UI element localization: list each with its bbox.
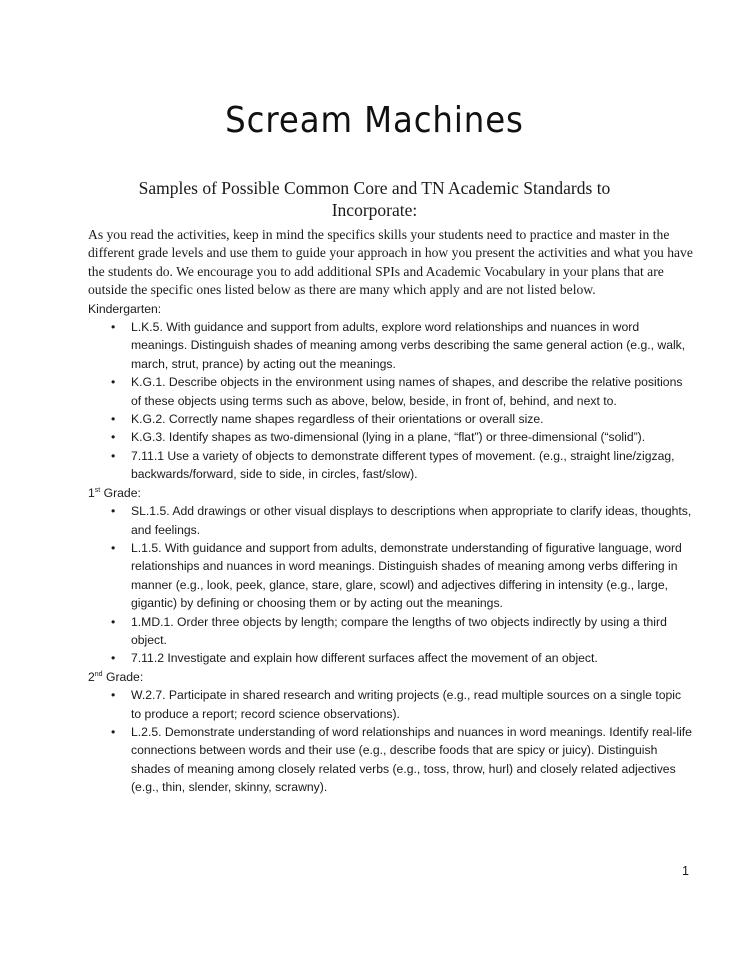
list-item [111,502,694,539]
bullet-icon: • [111,651,116,666]
page-number: 1 [682,864,689,878]
heading-text: Grade: [102,669,144,684]
section-heading-kindergarten: Kindergarten: [88,301,162,316]
list-item-text: L.2.5. Demonstrate understanding of word relationships and nuances in word meanings. Identify real-life connections between words and their use (e.g., describe foods that are spicy or juicy). Distinguish shades of meaning among closely related verbs (e.g., toss, throw, hurl) and closely related adjectives (e.g., thin, slender, skinny, scrawny). [131,724,692,795]
list-item-text: SL.1.5. Add drawings or other visual displays to descriptions when appropriate to clarify ideas, thoughts, and feelings. [131,504,692,537]
bullet-icon: • [111,688,116,703]
bullet-icon: • [111,448,116,463]
document-subtitle: Samples of Possible Common Core and TN Academic Standards to Incorporate: [138,178,611,220]
list-item [111,613,694,650]
document-body [88,226,694,797]
bullet-icon: • [111,412,116,427]
heading-number: 1 [88,485,95,500]
heading-ordinal: st [94,486,101,494]
kindergarten-standards-list [88,318,694,484]
heading-ordinal: nd [94,670,103,678]
document-title: Scream Machines [225,100,524,141]
list-item [111,686,694,723]
1st-grade-standards-list [88,502,694,668]
bullet-icon: • [111,430,116,445]
list-item-text: L.1.5. With guidance and support from adults, demonstrate understanding of figurative language, word relationships and nuances in word meanings. Distinguish shades of meaning among verbs differing in manner (e.g., look, peek, glance, stare, glare, scowl) and adjectives differing in intensity (e.g., large, gigantic) by defining or choosing them or by acting out the meanings. [131,540,682,611]
bullet-icon: • [111,724,116,739]
heading-text: Grade: [100,485,141,500]
list-item [111,539,694,613]
list-item [111,318,694,373]
list-item-text: K.G.1. Describe objects in the environment using names of shapes, and describe the relative positions of these objects using terms such as above, below, beside, in front of, behind, and next to. [131,375,683,408]
section-heading-1st-grade [88,484,694,502]
list-item-text: 1.MD.1. Order three objects by length; compare the lengths of two objects indirectly by using a third object. [131,614,667,647]
bullet-icon: • [111,540,116,555]
list-item-text: K.G.3. Identify shapes as two-dimensional (lying in a plane, “flat”) or three-dimensional (“solid”). [131,430,646,445]
list-item-text: W.2.7. Participate in shared research and writing projects (e.g., read multiple sources on a single topic to produce a report; record science observations). [131,688,682,721]
list-item-text: L.K.5. With guidance and support from adults, explore word relationships and nuances in word meanings. Distinguish shades of meaning among verbs describing the same general action (e.g., walk, march, strut, prance) by acting out the meanings. [131,320,686,371]
list-item-text: 7.11.1 Use a variety of objects to demonstrate different types of movement. (e.g., straight line/zigzag, backwards/forward, side to side, in circles, fast/slow). [131,448,675,482]
list-item-text: K.G.2. Correctly name shapes regardless of their orientations or overall size. [131,412,544,427]
intro-paragraph: As you read the activities, keep in mind the specifics skills your students need to practice and master in the different grade levels and use them to guide your approach in how you present the activities and what you have the students do. We encourage you to add additional SPIs and Academic Vocabulary in your plans that are outside the specific ones listed below as there are many which apply and are not listed below. [88,227,693,298]
list-item-text: 7.11.2 Investigate and explain how different surfaces affect the movement of an object. [131,651,598,666]
bullet-icon: • [111,375,116,390]
bullet-icon: • [111,320,116,335]
list-item [111,373,694,410]
bullet-icon: • [111,614,116,629]
list-item [111,649,694,667]
list-item [111,447,694,484]
bullet-icon: • [111,504,116,519]
list-item [111,410,694,428]
heading-number: 2 [88,669,95,684]
list-item [111,428,694,446]
2nd-grade-standards-list [88,686,694,796]
list-item [111,723,694,797]
section-heading-2nd-grade [88,668,694,686]
